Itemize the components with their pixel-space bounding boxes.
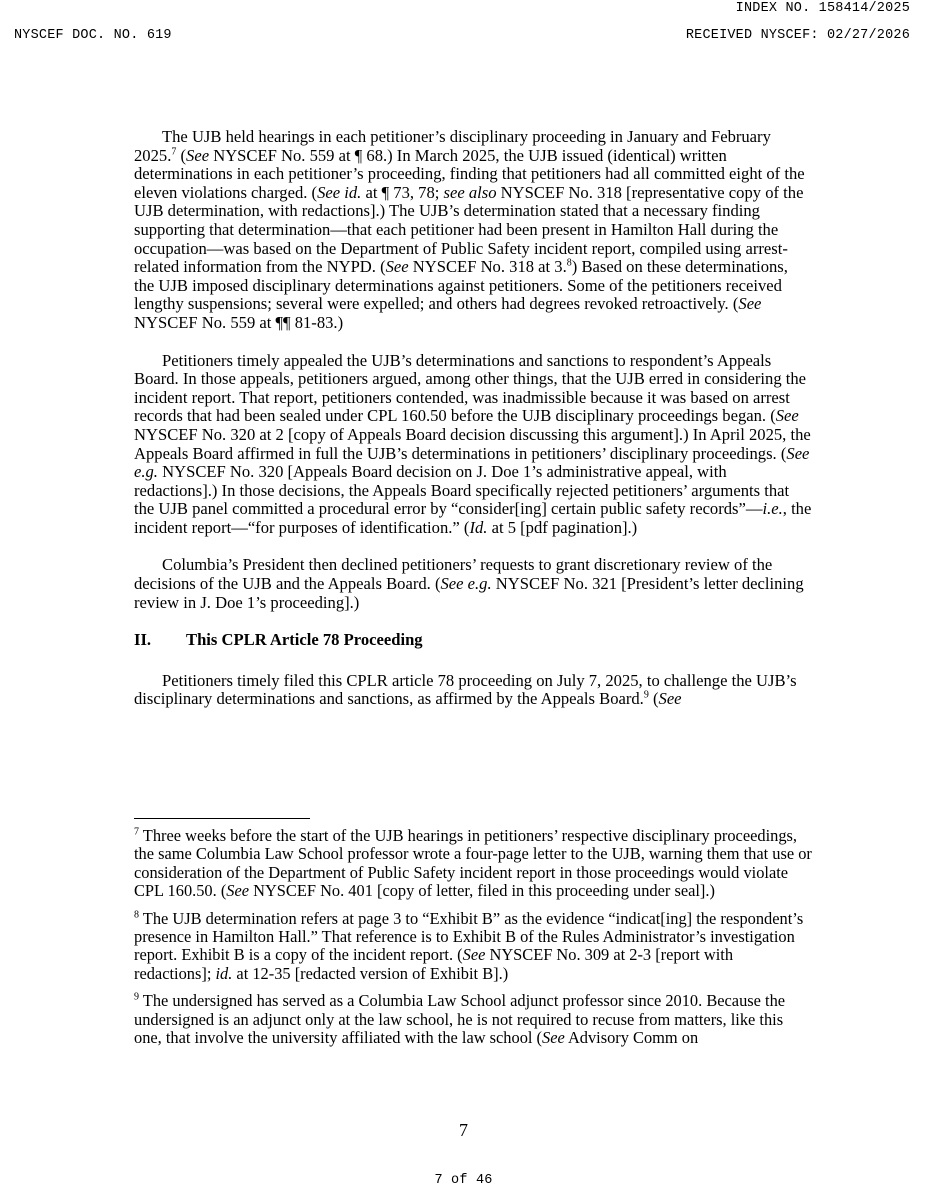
p1-text-3: NYSCEF No. 559 at ¶ 68.) In March 2025, the UJB issued (identical) written determinations in each petitioner’s proceeding, finding that petitioners had all committed eight of the eleven violations charged. ( (134, 145, 805, 202)
section-heading (134, 631, 812, 650)
fn7-text-1: Three weeks before the start of the UJB hearings in petitioners’ respective disciplinary proceedings, the same Columbia Law School professor wrote a four-page letter to the UJB, warning them that use or consideration of the Department of Public Safety incident report in those proceedings would violate CPL 160.50. ( (134, 826, 812, 901)
p1-text-7: ) Based on these determinations, the UJB imposed disciplinary determinations against petitioners. Some of the petitioners received lengthy suspensions; several were expelled; and others had degrees revoked retroactively. ( (134, 257, 788, 314)
p4-text-1: Petitioners timely filed this CPLR article 78 proceeding on July 7, 2025, to challenge the UJB’s disciplinary determinations and sanctions, as affirmed by the Appeals Board. (134, 670, 797, 709)
footnote-ref-9: 9 (643, 689, 649, 701)
page-of-total: 7 of 46 (434, 1173, 493, 1188)
fn7-text-2: NYSCEF No. 401 [copy of letter, filed in this proceeding under seal].) (249, 881, 715, 901)
page-number: 7 (459, 1120, 468, 1140)
index-number: INDEX NO. 158414/2025 (735, 1, 910, 16)
p2-text-4: , the incident report—“for purposes of identification.” ( (134, 499, 812, 537)
citation-signal: See (658, 689, 682, 709)
footnote-marker: 9 (134, 991, 139, 1003)
fn8-text-2: NYSCEF No. 309 at 2-3 [report with redactions]; (134, 945, 734, 983)
p2-text-5: at 5 [pdf pagination].) (487, 517, 638, 537)
citation-signal: i.e. (762, 499, 783, 519)
p2-text-2: NYSCEF No. 320 at 2 [copy of Appeals Board decision discussing this argument].) In April 2025, the Appeals Board affirmed in full the UJB’s determinations in petitioners’ disciplinary proceedings. ( (134, 424, 811, 463)
citation-signal: id. (215, 963, 233, 983)
paragraph-1 (134, 128, 812, 333)
citation-signal: See (186, 145, 210, 165)
footnotes (134, 827, 814, 1056)
paragraph-2 (134, 352, 812, 538)
section-number: II. (134, 630, 152, 650)
p1-text-4: at ¶ 73, 78; (361, 182, 444, 202)
footnote-ref-7: 7 (171, 146, 177, 158)
footnote-marker: 8 (134, 909, 139, 921)
citation-signal: Id. (469, 517, 488, 537)
paragraph-3 (134, 556, 812, 612)
fn9-text-1: The undersigned has served as a Columbia Law School adjunct professor since 2010. Because the undersigned is an adjunct only at the law school, he is not required to recuse from matters, like this one, that involve the university affiliated with the law school ( (134, 991, 786, 1048)
footnote-divider (134, 818, 310, 819)
fn8-text-3: at 12-35 [redacted version of Exhibit B].) (232, 963, 509, 983)
citation-signal: See id. (317, 182, 362, 202)
section-title: This CPLR Article 78 Proceeding (186, 630, 423, 650)
footnote-8 (134, 910, 814, 984)
p1-text-8: NYSCEF No. 559 at ¶¶ 81-83.) (134, 312, 344, 332)
fn8-text-1: The UJB determination refers at page 3 to “Exhibit B” as the evidence “indicat[ing] the respondent’s presence in Hamilton Hall.” That reference is to Exhibit B of the Rules Administrator’s investigation report. Exhibit B is a copy of the incident report. ( (134, 908, 804, 965)
p1-text-1: The UJB held hearings in each petitioner’s disciplinary proceeding in January and February 2025. (134, 127, 771, 165)
citation-signal: See (226, 881, 250, 901)
citation-signal: See (775, 406, 799, 426)
citation-signal: See (738, 294, 762, 314)
body-text (134, 128, 812, 728)
p2-text-3: NYSCEF No. 320 [Appeals Board decision on J. Doe 1’s administrative appeal, with redactions].) In those decisions, the Appeals Board specifically rejected petitioners’ arguments that the UJB panel committed a procedural error by “consider[ing] certain public safety records”— (134, 462, 790, 519)
p4-text-2: ( (648, 689, 659, 709)
p2-text-1: Petitioners timely appealed the UJB’s determinations and sanctions to respondent’s Appeals Board. In those appeals, petitioners argued, among other things, that the UJB erred in considering the incident report. That report, petitioners contended, was inadmissible because it was based on arrest records that had been sealed under CPL 160.50 before the UJB disciplinary proceedings began. ( (134, 350, 807, 426)
paragraph-4 (134, 672, 812, 709)
citation-signal: See e.g. (440, 574, 492, 594)
citation-signal: see also (443, 182, 497, 202)
citation-signal: See (462, 945, 486, 965)
citation-signal: See (542, 1028, 565, 1048)
doc-number: NYSCEF DOC. NO. 619 (14, 28, 172, 43)
footnote-9 (134, 992, 814, 1047)
received-date: RECEIVED NYSCEF: 02/27/2026 (685, 28, 910, 43)
footnote-ref-8: 8 (566, 257, 572, 269)
p3-text-1: Columbia’s President then declined petitioners’ requests to grant discretionary review of the decisions of the UJB and the Appeals Board. ( (134, 555, 773, 594)
footnote-7 (134, 827, 814, 901)
fn9-text-2: Advisory Comm on (564, 1028, 699, 1048)
p1-text-2: ( (176, 145, 187, 165)
p1-text-5: NYSCEF No. 318 [representative copy of the UJB determination, with redactions].) The UJB’s determination stated that a necessary finding supporting that determination—that each petitioner had been present in Hamilton Hall during the occupation—was based on the Department of Public Safety incident report, compiled using arrest-related information from the NYPD. ( (134, 182, 804, 277)
citation-signal: See (385, 257, 409, 277)
citation-signal: See e.g. (134, 443, 810, 482)
p1-text-6: NYSCEF No. 318 at 3. (408, 257, 567, 277)
p3-text-2: NYSCEF No. 321 [President’s letter declining review in J. Doe 1’s proceeding].) (134, 574, 804, 612)
footnote-marker: 7 (134, 826, 139, 838)
